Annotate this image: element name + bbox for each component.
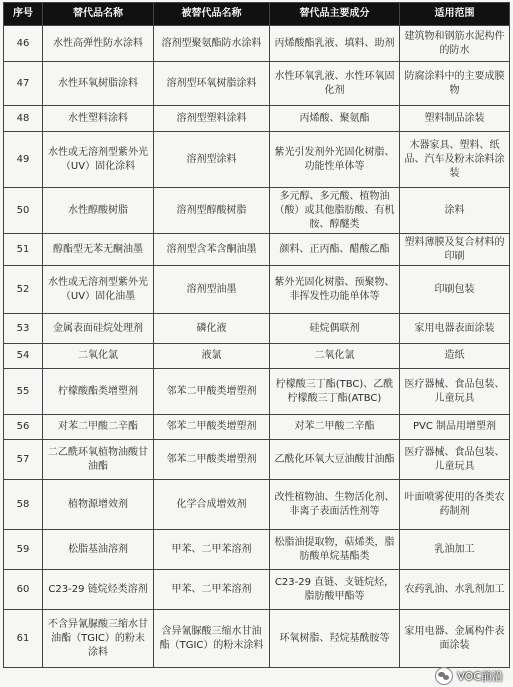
cell-scope: 医疗器械、食品包装、儿童玩具	[400, 440, 510, 480]
cell-components: 环氧树脂、羟烷基酰胺等	[270, 610, 400, 668]
cell-no: 58	[4, 480, 43, 530]
cell-replaced: 溶剂型含苯含酮油墨	[154, 234, 270, 266]
cell-no: 54	[4, 344, 43, 369]
cell-components: 颜料、正丙酯、醋酸乙酯	[270, 234, 400, 266]
cell-components: 松脂油提取物，萜烯类，脂肪酸单烷基酯类	[270, 530, 400, 570]
cell-scope: 木器家具、塑料、纸品、汽车及粉末涂料涂装	[400, 132, 510, 188]
cell-substitute: 水性或无溶剂型紫外光（UV）固化油墨	[43, 266, 154, 314]
watermark-text: VOC前沿	[457, 670, 503, 683]
cell-substitute: 水性或无溶剂型紫外光（UV）固化涂料	[43, 132, 154, 188]
cell-replaced: 溶剂型涂料	[154, 132, 270, 188]
cell-scope: PVC 制品用增塑剂	[400, 415, 510, 440]
cell-substitute: 水性环氧树脂涂料	[43, 62, 154, 106]
cell-no: 52	[4, 266, 43, 314]
cell-components: 改性植物油、生物活化剂、非离子表面活性剂等	[270, 480, 400, 530]
header-row	[4, 3, 510, 26]
cell-substitute: 水性塑料涂料	[43, 106, 154, 132]
cell-substitute: 二乙酰环氧植物油酸甘油酯	[43, 440, 154, 480]
cell-scope: 乳油加工	[400, 530, 510, 570]
cell-components: 丙烯酸、聚氨酯	[270, 106, 400, 132]
table-row	[4, 106, 510, 132]
cell-no: 51	[4, 234, 43, 266]
header-replaced: 被替代品名称	[154, 3, 270, 26]
cell-replaced: 溶剂型醇酸树脂	[154, 188, 270, 234]
cell-no: 50	[4, 188, 43, 234]
table-row	[4, 26, 510, 62]
table-row	[4, 344, 510, 369]
table-row	[4, 440, 510, 480]
cell-components: 紫光引发剂外光固化树脂、功能性单体等	[270, 132, 400, 188]
table-row	[4, 314, 510, 344]
cell-substitute: 植物源增效剂	[43, 480, 154, 530]
cell-components: 丙烯酸酯乳液、填料、助剂	[270, 26, 400, 62]
cell-components: 柠檬酸三丁酯(TBC)、乙酰柠檬酸三丁酯(ATBC)	[270, 369, 400, 415]
cell-components: 水性环氧乳液、水性环氧固化剂	[270, 62, 400, 106]
cell-scope: 涂料	[400, 188, 510, 234]
cell-replaced: 溶剂型塑料涂料	[154, 106, 270, 132]
table-row	[4, 480, 510, 530]
cell-no: 55	[4, 369, 43, 415]
table-row	[4, 415, 510, 440]
cell-replaced: 甲苯、二甲苯溶剂	[154, 530, 270, 570]
cell-no: 49	[4, 132, 43, 188]
cell-scope: 农药乳油、水乳剂加工	[400, 570, 510, 610]
cell-replaced: 邻苯二甲酸类增塑剂	[154, 369, 270, 415]
cell-replaced: 邻苯二甲酸类增塑剂	[154, 415, 270, 440]
table-row	[4, 62, 510, 106]
cell-no: 61	[4, 610, 43, 668]
cell-substitute: 对苯二甲酸二辛酯	[43, 415, 154, 440]
cell-no: 57	[4, 440, 43, 480]
cell-scope: 家用电器、金属构件表面涂装	[400, 610, 510, 668]
table-row	[4, 266, 510, 314]
cell-substitute: C23-29 链烷烃类溶剂	[43, 570, 154, 610]
cell-components: 乙酰化环氧大豆油酸甘油酯	[270, 440, 400, 480]
cell-scope: 家用电器表面涂装	[400, 314, 510, 344]
cell-scope: 建筑物和钢筋水泥构件的防水	[400, 26, 510, 62]
cell-replaced: 化学合成增效剂	[154, 480, 270, 530]
cell-components: 二氧化氯	[270, 344, 400, 369]
substitutes-table	[3, 2, 510, 668]
cell-substitute: 水性高弹性防水涂料	[43, 26, 154, 62]
table-row	[4, 610, 510, 668]
cell-scope: 医疗器械、食品包装、儿童玩具	[400, 369, 510, 415]
cell-components: C23-29 直链、支链烷烃，脂肪酸甲酯等	[270, 570, 400, 610]
cell-replaced: 甲苯、二甲苯溶剂	[154, 570, 270, 610]
table-row	[4, 530, 510, 570]
cell-substitute: 二氧化氯	[43, 344, 154, 369]
cell-substitute: 柠檬酸酯类增塑剂	[43, 369, 154, 415]
cell-components: 多元醇、多元酸、植物油（酸）或其他脂肪酸、有机胺、醇醚类	[270, 188, 400, 234]
cell-no: 46	[4, 26, 43, 62]
cell-substitute: 金属表面硅烷处理剂	[43, 314, 154, 344]
table-row	[4, 132, 510, 188]
cell-replaced: 溶剂型油墨	[154, 266, 270, 314]
cell-no: 47	[4, 62, 43, 106]
cell-replaced: 含异氰脲酸三缩水甘油酯（TGIC）的粉末涂料	[154, 610, 270, 668]
watermark	[435, 667, 503, 685]
table-row	[4, 188, 510, 234]
cell-scope: 塑料薄膜及复合材料的印刷	[400, 234, 510, 266]
cell-scope: 塑料制品涂装	[400, 106, 510, 132]
cell-substitute: 醇酯型无苯无酮油墨	[43, 234, 154, 266]
cell-replaced: 溶剂型环氧树脂涂料	[154, 62, 270, 106]
header-no: 序号	[4, 3, 43, 26]
cell-scope: 防腐涂料中的主要成膜物	[400, 62, 510, 106]
cell-components: 硅烷偶联剂	[270, 314, 400, 344]
header-scope: 适用范围	[400, 3, 510, 26]
cell-components: 紫外光固化树脂、预聚物、非挥发性功能单体等	[270, 266, 400, 314]
table-row	[4, 369, 510, 415]
table-row	[4, 234, 510, 266]
cell-no: 53	[4, 314, 43, 344]
cell-no: 59	[4, 530, 43, 570]
cell-replaced: 溶剂型聚氨酯防水涂料	[154, 26, 270, 62]
cell-replaced: 磷化液	[154, 314, 270, 344]
cell-components: 对苯二甲酸二辛酯	[270, 415, 400, 440]
cell-no: 56	[4, 415, 43, 440]
header-substitute: 替代品名称	[43, 3, 154, 26]
cell-scope: 造纸	[400, 344, 510, 369]
cell-substitute: 松脂基油溶剂	[43, 530, 154, 570]
cell-no: 48	[4, 106, 43, 132]
cell-scope: 印刷包装	[400, 266, 510, 314]
cell-replaced: 液氯	[154, 344, 270, 369]
header-components: 替代品主要成分	[270, 3, 400, 26]
cell-substitute: 水性醇酸树脂	[43, 188, 154, 234]
cell-scope: 叶面喷雾使用的各类农药制剂	[400, 480, 510, 530]
wechat-icon	[435, 667, 453, 685]
cell-no: 60	[4, 570, 43, 610]
cell-substitute: 不含异氰脲酸三缩水甘油酯（TGIC）的粉末涂料	[43, 610, 154, 668]
table-row	[4, 570, 510, 610]
cell-replaced: 邻苯二甲酸类增塑剂	[154, 440, 270, 480]
